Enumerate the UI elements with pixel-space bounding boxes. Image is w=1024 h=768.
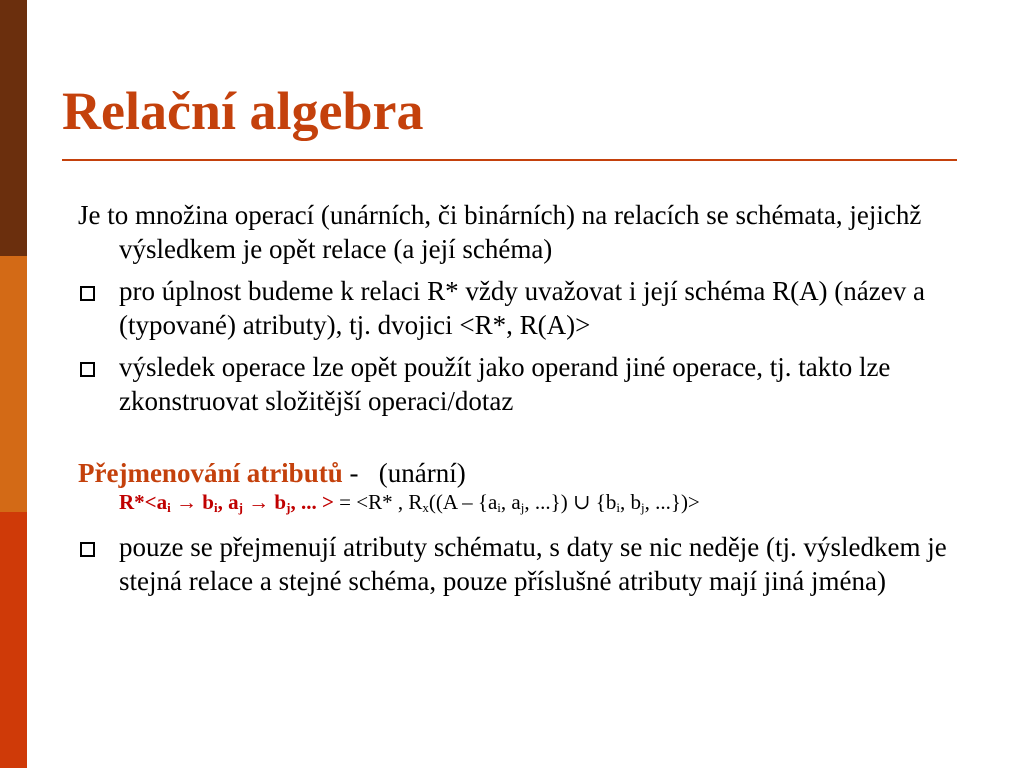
side-stripe-dark — [0, 0, 27, 256]
square-bullet-icon — [80, 362, 95, 377]
bullet-item — [78, 530, 988, 598]
section-heading — [78, 456, 988, 490]
bullet-text: pouze se přejmenují atributy schématu, s daty se nic neděje (tj. výsledkem je stejná relace a stejné schéma, pouze příslušné atributy mají jiná jména) — [119, 532, 947, 596]
square-bullet-icon — [80, 286, 95, 301]
intro-text: Je to množina operací (unárních, či binárních) na relacích se schémata, jejichž výsledkem je opět relace (a její schéma) — [78, 200, 922, 264]
bullet-item — [78, 350, 988, 418]
side-stripe-red — [0, 512, 27, 768]
section-heading-title: Přejmenování atributů — [78, 458, 343, 488]
square-bullet-icon — [80, 542, 95, 557]
rename-formula — [78, 488, 988, 522]
bullet-text: pro úplnost budeme k relaci R* vždy uvažovat i její schéma R(A) (název a (typované) atributy), tj. dvojici <R*, R(A)> — [119, 276, 925, 340]
formula-rhs: = <R* , $R_x((A - \{a_i$, $a_j$, ...}) ∪ {$b_i$, $b_j$, ...})> — [333, 490, 700, 515]
formula-lhs: $R*<a_i \to b_i$, $a_j \to b_j$, ... > — [119, 490, 334, 515]
title-rule — [62, 159, 957, 161]
bullet-item — [78, 274, 988, 342]
slide-content — [78, 198, 988, 598]
section-heading-kind: (unární) — [378, 458, 466, 488]
side-stripe-orange — [0, 256, 27, 512]
section-heading-separator: - — [342, 458, 379, 488]
bullet-text: výsledek operace lze opět použít jako operand jiné operace, tj. takto lze zkonstruovat složitější operaci/dotaz — [119, 352, 891, 416]
slide-title: Relační algebra — [62, 81, 424, 141]
